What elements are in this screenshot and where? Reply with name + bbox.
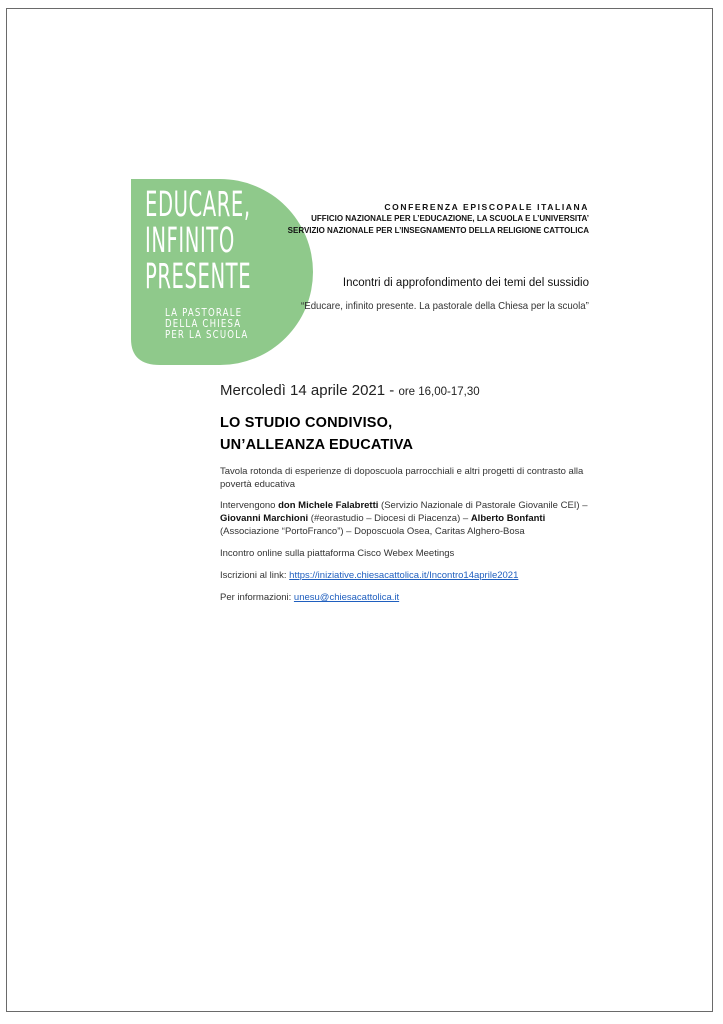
event-details [220, 381, 600, 604]
speaker-1-affiliation: (Servizio Nazionale di Pastorale Giovanile CEI) – [381, 500, 588, 511]
registration-label: Iscrizioni al link: [220, 570, 287, 581]
speaker-1-name: don Michele Falabretti [278, 500, 379, 511]
event-description: Tavola rotonda di esperienze di doposcuola parrocchiali e altri progetti di contrasto alla povertà educativa [220, 466, 584, 490]
event-title-line-2: UN’ALLEANZA EDUCATIVA [220, 437, 414, 453]
registration-line [220, 569, 600, 582]
event-date-text: Mercoledì 14 aprile 2021 - [220, 382, 395, 399]
logo-sub-line-2: DELLA CHIESA [165, 317, 242, 330]
info-email-link[interactable]: unesu@chiesacattolica.it [293, 592, 400, 603]
logo-sub-line-1: LA PASTORALE [165, 306, 243, 319]
speaker-2-name: Giovanni Marchioni [220, 513, 309, 524]
subsidy-title: “Educare, infinito presente. La pastorale della Chiesa per la scuola” [301, 300, 589, 312]
org-name: CONFERENZA EPISCOPALE ITALIANA [384, 202, 589, 212]
speaker-3-affiliation: (Associazione “PortoFranco”) – Doposcuola Osea, Caritas Alghero-Bosa [220, 526, 525, 537]
platform-info: Incontro online sulla piattaforma Cisco Webex Meetings [220, 548, 455, 559]
office-line-2: SERVIZIO NAZIONALE PER L’INSEGNAMENTO DELLA RELIGIONE CATTOLICA [287, 226, 589, 235]
event-title [220, 412, 600, 456]
event-logo [131, 179, 313, 365]
organization-header [288, 201, 589, 237]
logo-sub-line-3: PER LA SCUOLA [165, 328, 249, 341]
registration-link[interactable]: https://iniziative.chiesacattolica.it/Incontro14aprile2021 [289, 570, 519, 581]
speaker-2-affiliation: (#eorastudio – Diocesi di Piacenza) – [310, 513, 469, 524]
speakers-paragraph [220, 499, 600, 538]
event-title-line-1: LO STUDIO CONDIVISO, [220, 415, 393, 431]
logo-line-3: PRESENTE [145, 257, 252, 297]
office-line-1: UFFICIO NAZIONALE PER L’EDUCAZIONE, LA SCUOLA E L’UNIVERSITA’ [311, 214, 589, 223]
info-line [220, 591, 600, 604]
logo-line-2: INFINITO [145, 221, 235, 261]
info-label: Per informazioni: [220, 592, 292, 603]
speakers-intro: Intervengono [220, 500, 276, 511]
logo-line-1: EDUCARE, [145, 185, 251, 225]
series-title: Incontri di approfondimento dei temi del sussidio [342, 277, 589, 289]
logo-subtitle [165, 307, 272, 340]
speaker-3-name: Alberto Bonfanti [470, 513, 546, 524]
event-date [220, 381, 600, 402]
event-time: ore 16,00-17,30 [398, 386, 480, 398]
